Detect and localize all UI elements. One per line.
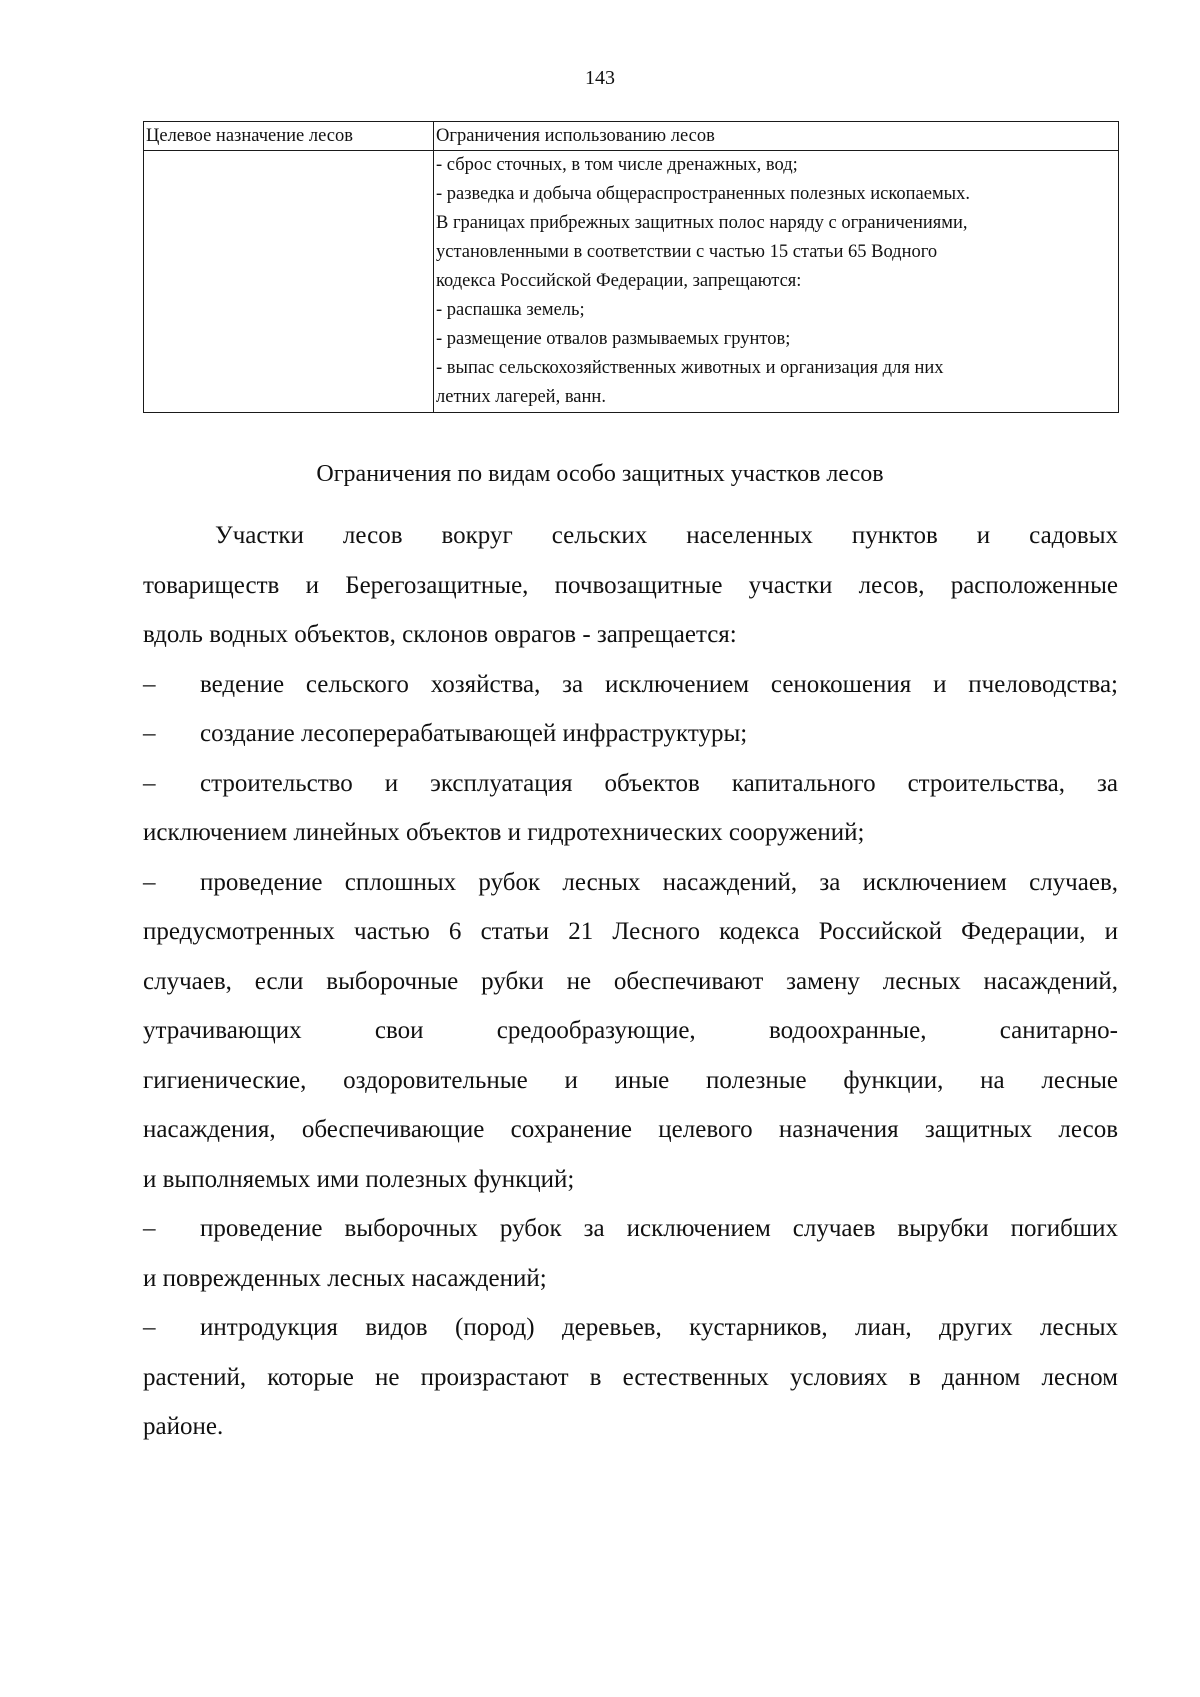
table-cell-line: - разведка и добыча общераспространенных полезных ископаемых. (436, 184, 970, 204)
list-item (143, 1204, 1118, 1303)
table-cell-restrictions (434, 151, 1119, 413)
list-item (143, 858, 1118, 1205)
list-item-line: исключением линейных объектов и гидротехнических сооружений; (143, 819, 865, 846)
table-cell-line: летних лагерей, ванн. (436, 387, 606, 407)
table-header-cell-restrictions: Ограничения использованию лесов (434, 122, 1119, 151)
list-item-line: и выполняемых ими полезных функций; (143, 1165, 575, 1193)
list-item-line: районе. (143, 1413, 224, 1440)
section-body (143, 511, 1118, 1452)
table-cell-purpose (144, 151, 434, 413)
list-item (143, 1303, 1118, 1452)
paragraph-line: товариществ и Берегозащитные, почвозащитные участки лесов, расположенные (143, 571, 1118, 599)
paragraph-line: вдоль водных объектов, склонов оврагов - запрещается: (143, 621, 737, 648)
table-header-cell-purpose: Целевое назначение лесов (144, 122, 434, 151)
table-header-row (144, 122, 1119, 151)
list-item (143, 709, 1118, 759)
table-cell-line: установленными в соответствии с частью 15 статьи 65 Водного (436, 242, 938, 262)
list-item-line (143, 1303, 1118, 1353)
list-item-text: создание лесоперерабатывающей инфраструктуры; (200, 720, 748, 747)
bullet-list (143, 660, 1118, 1452)
list-item-text: проведение сплошных рубок лесных насаждений, за исключением случаев, (200, 868, 1118, 896)
list-item-line: растений, которые не произрастают в естественных условиях в данном лесном (143, 1363, 1118, 1391)
list-item-text: ведение сельского хозяйства, за исключением сенокошения и пчеловодства; (200, 670, 1118, 698)
list-item-line: утрачивающих свои средообразующие, водоохранные, санитарно- (143, 1017, 1118, 1044)
list-item-line (143, 709, 1118, 759)
list-item-text: строительство и эксплуатация объектов капитального строительства, за (200, 769, 1118, 797)
list-item-line: предусмотренных частью 6 статьи 21 Лесного кодекса Российской Федерации, и (143, 918, 1118, 945)
dash-bullet: – (143, 720, 156, 747)
list-item-text: проведение выборочных рубок за исключением случаев вырубки погибших (200, 1215, 1118, 1242)
table-cell-line: - сброс сточных, в том числе дренажных, вод; (436, 155, 798, 175)
dash-bullet: – (143, 769, 156, 797)
table-cell-line: В границах прибрежных защитных полос наряду с ограничениями, (436, 213, 968, 233)
table-cell-line: - выпас сельскохозяйственных животных и организация для них (436, 358, 944, 378)
list-item-line (143, 759, 1118, 809)
paragraph-line: Участки лесов вокруг сельских населенных пунктов и садовых (215, 522, 1118, 549)
list-item-line: случаев, если выборочные рубки не обеспечивают замену лесных насаждений, (143, 967, 1118, 995)
list-item (143, 759, 1118, 858)
dash-bullet: – (143, 1215, 156, 1242)
page-number: 143 (585, 67, 615, 89)
table-row (144, 151, 1119, 413)
list-item-line: насаждения, обеспечивающие сохранение целевого назначения защитных лесов (143, 1116, 1118, 1143)
table-cell-line: - распашка земель; (436, 300, 585, 320)
dash-bullet: – (143, 868, 156, 896)
table-cell-line: - размещение отвалов размываемых грунтов; (436, 329, 791, 349)
list-item-line (143, 858, 1118, 908)
list-item-line: гигиенические, оздоровительные и иные полезные функции, на лесные (143, 1066, 1118, 1094)
dash-bullet: – (143, 670, 156, 698)
list-item-line: и поврежденных лесных насаждений; (143, 1264, 547, 1292)
dash-bullet: – (143, 1314, 156, 1341)
table-cell-line: кодекса Российской Федерации, запрещаются: (436, 271, 802, 291)
section-heading: Ограничения по видам особо защитных участков лесов (316, 461, 884, 487)
list-item-text: интродукция видов (пород) деревьев, кустарников, лиан, других лесных (200, 1314, 1118, 1341)
list-item-line (143, 660, 1118, 710)
restrictions-table (143, 121, 1119, 413)
list-item (143, 660, 1118, 710)
list-item-line (143, 1204, 1118, 1254)
intro-paragraph (143, 511, 1118, 660)
